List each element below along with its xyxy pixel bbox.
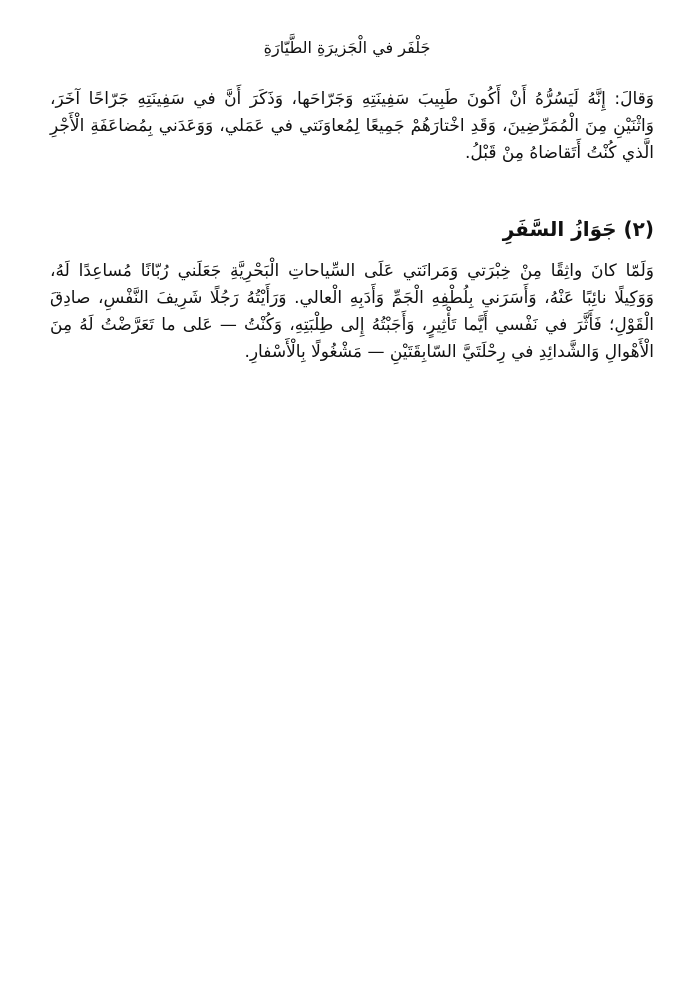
paragraph-2: وَلَمّا كانَ واثِقًا مِنْ خِبْرَتي وَمَرانَتي عَلَى السِّياحاتِ الْبَحْرِيَّةِ جَعَلَني رُبّانًا مُساعِدًا لَهُ، وَوَكِيلًا نائِبًا عَنْهُ، وَأَسَرَني بِلُطْفِهِ الْجَمِّ وَأَدَبِهِ الْعالي. وَرَأَيْتُهُ رَجُلًا شَرِيفَ النَّفْسِ، صادِقَ الْقَوْلِ؛ فَأَثَّرَ في نَفْسي أَيَّما تَأْثِيرٍ، وَأَجَبْتُهُ إِلى طِلْبَتِهِ، وَكُنْتُ — عَلى ما تَعَرَّضْتُ لَهُ مِنَ الْأَهْوالِ وَالشَّدائِدِ في رِحْلَتَيَّ السّابِقَتَيْنِ — مَشْغُولًا بِالْأَسْفارِ. bbox=[50, 261, 654, 362]
section-heading: (٢) جَوَازُ السَّفَرِ bbox=[502, 217, 654, 241]
paragraph-1: وَقالَ: إِنَّهُ لَيَسُرُّهُ أَنْ أَكُونَ طَبِيبَ سَفِينَتِهِ وَجَرّاحَها، وَذَكَرَ أَنَّ في سَفِينَتِهِ جَرّاحًا آخَرَ، وَاثْنَيْنِ مِنَ الْمُمَرِّضِينَ، وَقَدِ اخْتارَهُمْ جَمِيعًا لِمُعاوَنَتي في عَمَلي، وَوَعَدَني بِمُضاعَفَةِ الْأَجْرِ الَّذي كُنْتُ أَتَقاضاهُ مِنْ قَبْلُ. bbox=[50, 89, 654, 163]
running-head: جَلْفَر في الْجَزيرَةِ الطَّيّارَةِ bbox=[263, 38, 431, 57]
